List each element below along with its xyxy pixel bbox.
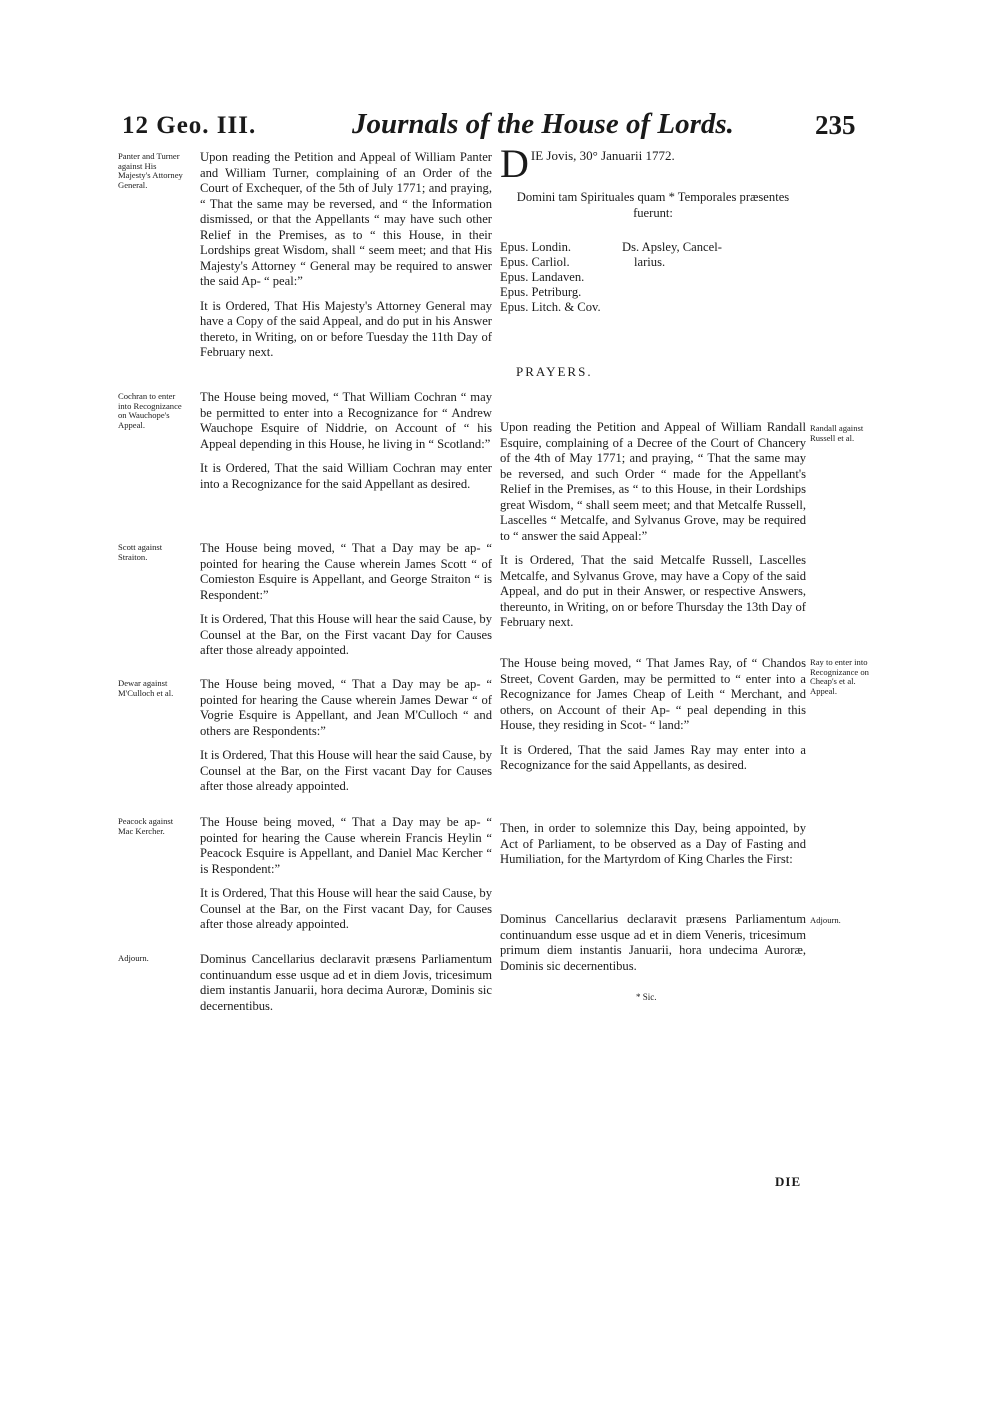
page-number: 235 (815, 110, 856, 140)
bishop: Epus. Carliol. (500, 255, 570, 269)
bishops-list (500, 240, 630, 315)
present-line: Domini tam Spirituales quam * Temporales præsentes fuerunt: (516, 190, 790, 220)
entry-ordered: It is Ordered, That the said Metcalfe Russell, Lascelles Metcalfe, and Sylvanus Grove, may have a Copy of the said Appeal, and do put in their Answer, or respective Answers, thereunto, in Writing, on or before Thursday the 13th Day of February next. (500, 553, 806, 629)
entry-ordered: It is Ordered, That His Majesty's Attorney General may have a Copy of the said Appeal, and do put in his Answer thereto, in Writing, on or before Tuesday the 11th Day of February next. (200, 298, 492, 359)
entry-text: Upon reading the Petition and Appeal of William Randall Esquire, complaining of a Decree of the Court of Chancery of the 4th of May 1771; and praying, “ That the same may be reversed, and such Order “ made for the Appellant's Relief in the Premises, as “ to this House, in their Lordships great Wisdom, “ shall seem meet; and that Metcalfe Russell, Lascelles “ Metcalfe, and Sylvanus Grove, may be required to “ answer the said Appeal:” (500, 420, 806, 543)
entry-adjourn-left (200, 952, 492, 1014)
bishop: Epus. Litch. & Cov. (500, 300, 601, 314)
entry-text: The House being moved, “ That William Cochran “ may be permitted to enter into a Recognizance for “ Andrew Wauchope Esquire of Niddrie, on Account of “ his Appeal depending in this House, he living in “ Scotland:” (200, 390, 492, 451)
chancellor (622, 240, 772, 270)
chancellor-line: larius. (634, 255, 666, 269)
entry-text: Dominus Cancellarius declaravit præsens Parliamentum continuandum esse usque ad et in diem Veneris, tricesimum primum diem instantis Januarii, hora undecima Auroræ, Dominis sic decernentibus. (500, 912, 806, 973)
entry-text: The House being moved, “ That a Day may be ap- “ pointed for hearing the Cause wherein James Dewar “ of Vogrie Esquire is Appellant, and Jean M'Culloch “ and others are Respondents:” (200, 677, 492, 738)
entry-text: Dominus Cancellarius declaravit præsens Parliamentum continuandum esse usque ad et in diem Jovis, tricesimum diem instantis Januarii, hora decima Auroræ, Dominis sic decernentibus. (200, 952, 492, 1013)
entry-text: The House being moved, “ That James Ray, of “ Chandos Street, Covent Garden, may be permitted to “ enter into a Recognizance for James Cheap of Leith “ Merchant, and others, on Account of their Ap- “ peal depending in this House, they residing in Scot- “ land:” (500, 656, 806, 732)
entry-ray-cheap (500, 656, 806, 774)
page-header (0, 108, 992, 148)
entry-ordered: It is Ordered, That the said James Ray may enter into a Recognizance for the said Appellants, as desired. (500, 742, 806, 772)
entry-ordered: It is Ordered, That this House will hear the said Cause, by Counsel at the Bar, on the First vacant Day for Causes after those already appointed. (200, 612, 492, 657)
entry-text: The House being moved, “ That a Day may be ap- “ pointed for hearing the Cause wherein James Scott “ of Comieston Esquire is Appellant, and George Straiton “ is Respondent:” (200, 541, 492, 602)
entry-dewar-mculloch (200, 677, 492, 795)
footnote: * Sic. (636, 992, 657, 1002)
prayers-heading: PRAYERS. (516, 364, 593, 379)
entry-cochran (200, 390, 492, 492)
entry-text: Then, in order to solemnize this Day, being appointed, by Act of Parliament, to be observed as a Day of Fasting and Humiliation, for the Martyrdom of King Charles the First: (500, 821, 806, 866)
regnal-year: 12 Geo. III. (122, 112, 257, 139)
journal-title: Journals of the House of Lords. (352, 108, 734, 140)
day-heading (500, 141, 806, 186)
entry-adjourn-right (500, 912, 806, 974)
margin-note: Cochran to enter into Recognizance on Wauchope's Appeal. (118, 391, 182, 430)
margin-note: Scott against Straiton. (118, 542, 163, 562)
margin-note: Dewar against M'Culloch et al. (118, 678, 174, 698)
entry-panter-turner (200, 150, 492, 361)
date-line: IE Jovis, 30° Januarii 1772. (530, 148, 675, 163)
catchword: DIE (775, 1174, 802, 1189)
margin-note: Peacock against Mac Kercher. (118, 816, 174, 836)
bishop: Epus. Petriburg. (500, 285, 582, 299)
chancellor-line: Ds. Apsley, Cancel- (622, 240, 722, 254)
margin-note: Adjourn. (118, 953, 149, 963)
margin-note: Adjourn. (810, 915, 841, 925)
entry-text: Upon reading the Petition and Appeal of William Panter and William Turner, complaining of an Order of the Court of Exchequer, of the 5th of July 1771; and praying, “ That the same may be reversed, and “ the Information dismissed, or that the Appellants “ may have such other Relief in the Premises, as to “ this House, in their Lordships great Wisdom, shall “ seem meet; and that His Majesty's Attorney “ General may be required to answer the said Ap- “ peal:” (200, 150, 492, 288)
margin-note: Ray to enter into Recognizance on Cheap's et al. Appeal. (810, 657, 869, 696)
entry-solemnize (500, 821, 806, 868)
entry-scott-straiton (200, 541, 492, 659)
margin-note: Randall against Russell et al. (810, 423, 864, 443)
entry-peacock-kercher (200, 815, 492, 933)
drop-cap: D (500, 141, 529, 186)
entry-ordered: It is Ordered, That this House will hear the said Cause, by Counsel at the Bar, on the First vacant Day, for Causes after those already appointed. (200, 886, 492, 931)
entry-randall-russell (500, 420, 806, 631)
bishop: Epus. Landaven. (500, 270, 585, 284)
bishop: Epus. Londin. (500, 240, 572, 254)
entry-ordered: It is Ordered, That this House will hear the said Cause, by Counsel at the Bar, on the First vacant Day for Causes after those already appointed. (200, 748, 492, 793)
entry-text: The House being moved, “ That a Day may be ap- “ pointed for hearing the Cause wherein Francis Heylin “ Peacock Esquire is Appellant, and Daniel Mac Kercher “ is Respondent:” (200, 815, 492, 876)
margin-note: Panter and Turner against His Majesty's Attorney General. (118, 151, 183, 190)
entry-ordered: It is Ordered, That the said William Cochran may enter into a Recognizance for the said Appellant as desired. (200, 461, 492, 491)
